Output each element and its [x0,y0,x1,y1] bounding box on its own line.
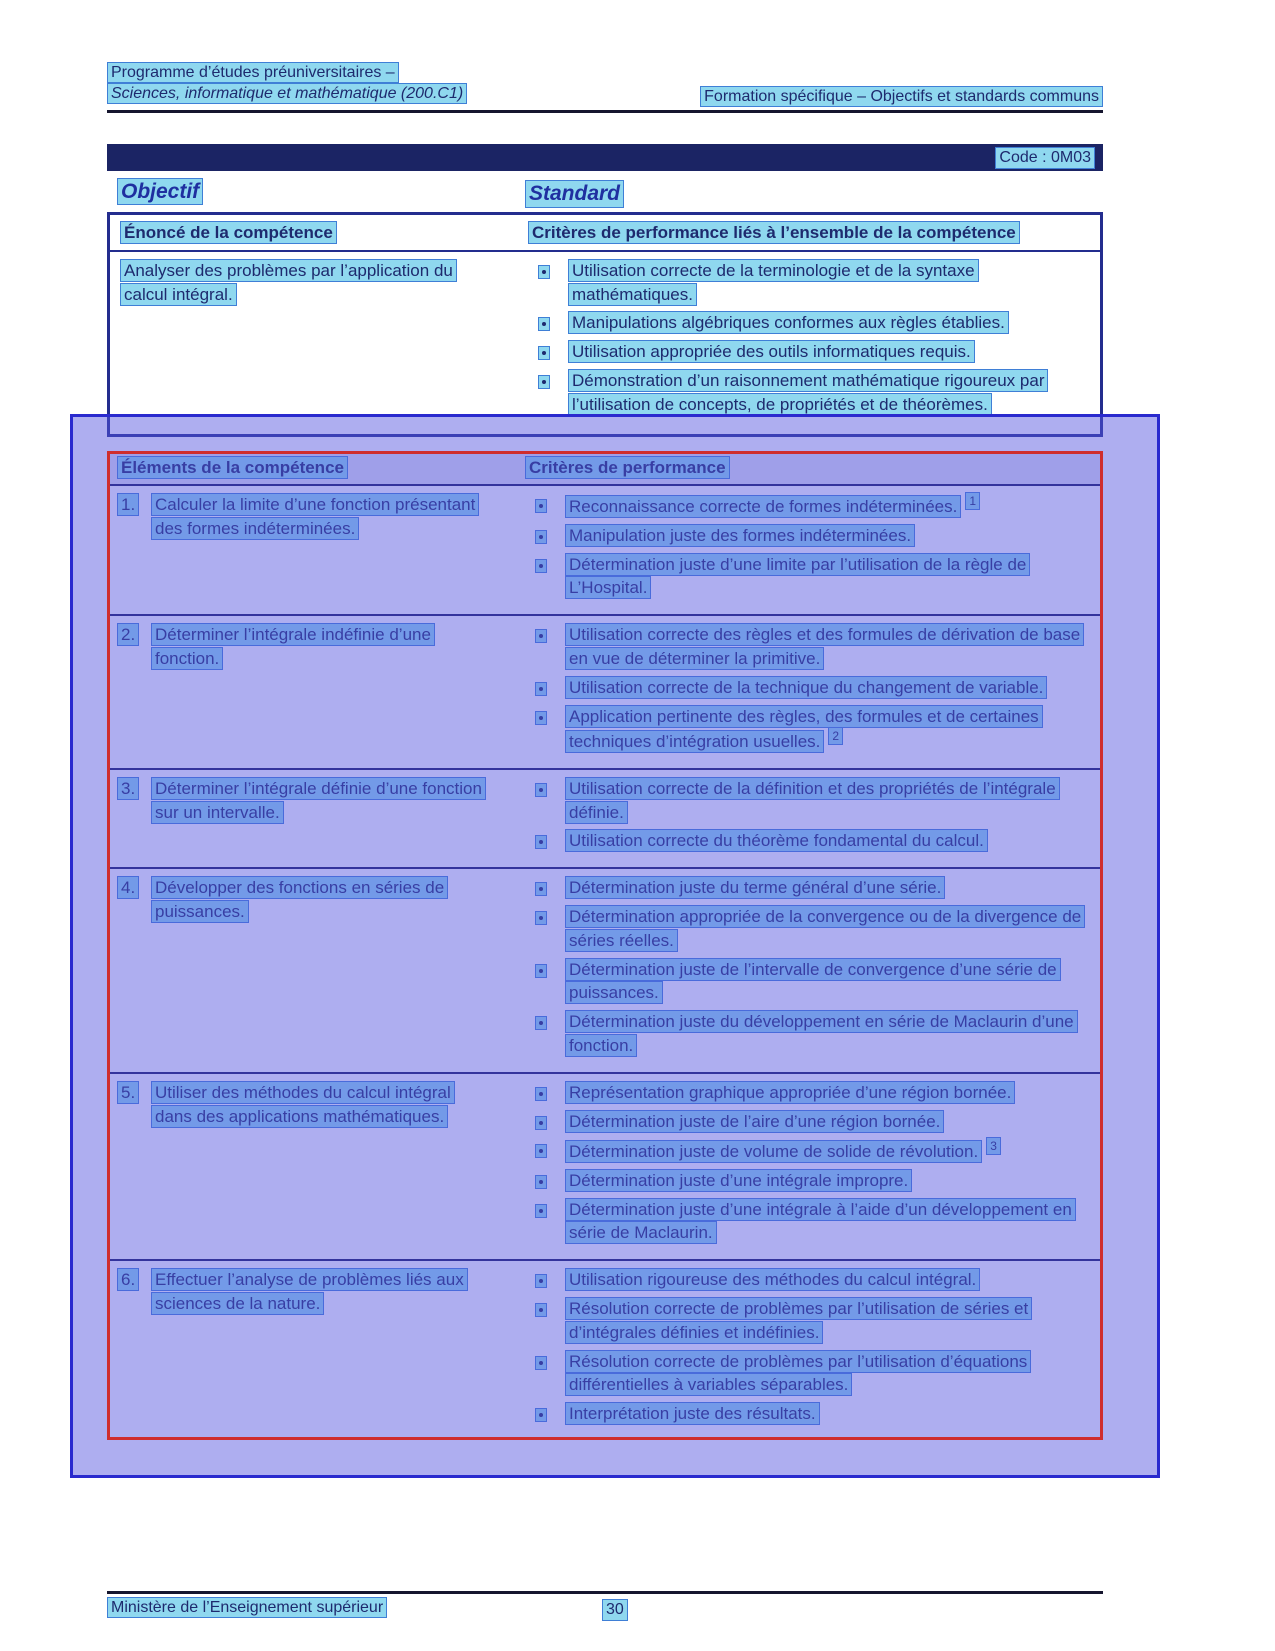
code-label: Code : 0M03 [995,147,1095,169]
table-row [107,768,1103,867]
criterion-item [525,623,1095,671]
criterion-text: Application pertinente des règles, des formules et de certaines techniques d’intégration usuelles. [565,705,1043,753]
criterion-text: Détermination juste d’une intégrale à l’aide d’un développement en série de Maclaurin. [565,1198,1076,1245]
element-number: 5. [117,1081,139,1104]
page-header [107,0,1103,106]
header-program-line2: Sciences, informatique et mathématique (200.C1) [107,83,467,104]
criterion-item [528,259,1092,307]
header-left-block [107,64,467,106]
element-number: 2. [117,623,139,646]
element-text: Calculer la limite d’une fonction présentant des formes indéterminées. [151,493,479,540]
footer-ministry: Ministère de l’Enseignement supérieur [107,1597,387,1618]
table-row [107,1072,1103,1259]
criterion-item [525,1081,1095,1105]
element-cell [107,876,525,1063]
bullet-icon [535,1356,547,1370]
bullet-icon [535,783,547,797]
criterion-text: Détermination appropriée de la convergence ou de la divergence de séries réelles. [565,905,1085,952]
criteria-cell [525,1268,1103,1431]
bullet-icon [535,1274,547,1288]
criterion-text: Utilisation correcte de la technique du changement de variable. [565,676,1047,699]
bullet-icon [535,1303,547,1317]
competence-table-body [110,252,1100,434]
criterion-text: Démonstration d’un raisonnement mathématique rigoureux par l’utilisation de concepts, de propriétés et de théorèmes. [568,369,1048,416]
criterion-text: Détermination juste d’une limite par l’utilisation de la règle de L’Hospital. [565,553,1030,600]
page-number: 30 [602,1599,628,1621]
criterion-item [528,340,1092,364]
criterion-text: Résolution correcte de problèmes par l’utilisation de séries et d’intégrales définies et indéfinies. [565,1297,1032,1344]
bullet-icon [535,1204,547,1218]
criterion-item [525,958,1095,1006]
code-banner [107,144,1103,171]
section-headings [107,180,1103,210]
criterion-text: Résolution correcte de problèmes par l’utilisation d’équations différentielles à variables séparables. [565,1350,1031,1397]
footer-rule [107,1591,1103,1594]
criterion-text: Utilisation correcte des règles et des formules de dérivation de base en vue de déterminer la primitive. [565,623,1084,670]
competence-statement: Analyser des problèmes par l’application du calcul intégral. [120,259,457,306]
criterion-item [525,876,1095,900]
criterion-text: Détermination juste du développement en série de Maclaurin d’une fonction. [565,1010,1078,1057]
criterion-item [525,1268,1095,1292]
bullet-icon [538,375,550,389]
header-rule [107,110,1103,113]
criterion-text: Utilisation rigoureuse des méthodes du calcul intégral. [565,1268,980,1291]
criterion-text: Utilisation appropriée des outils informatiques requis. [568,340,975,363]
page-content [107,0,1103,1440]
criterion-item [525,905,1095,953]
bullet-icon [538,265,550,279]
criterion-text: Utilisation correcte de la définition et des propriétés de l’intégrale définie. [565,777,1060,824]
elements-header-right: Critères de performance [525,456,730,479]
footnote-marker: 2 [828,727,843,745]
criterion-item [525,777,1095,825]
criterion-item [525,829,1095,853]
element-number: 3. [117,777,139,800]
bullet-icon [538,346,550,360]
bullet-icon [535,1175,547,1189]
element-cell [107,623,525,759]
bullet-icon [535,1116,547,1130]
competence-table [107,212,1103,437]
criterion-text: Utilisation correcte du théorème fondamental du calcul. [565,829,988,852]
table-row [107,867,1103,1072]
header-program-line1: Programme d’études préuniversitaires – [107,62,399,83]
element-text: Développer des fonctions en séries de puissances. [151,876,448,923]
criterion-text: Détermination juste du terme général d’une série. [565,876,945,899]
table-row [107,1259,1103,1440]
elements-header-left: Éléments de la compétence [117,456,348,479]
bullet-icon [535,911,547,925]
element-text: Déterminer l’intégrale indéfinie d’une fonction. [151,623,435,670]
criterion-item [525,524,1095,548]
criterion-item [525,493,1095,518]
header-section-label: Formation spécifique – Objectifs et standards communs [700,86,1103,107]
element-cell [107,777,525,858]
criterion-text: Détermination juste de l’intervalle de convergence d’une série de puissances. [565,958,1061,1005]
element-number: 6. [117,1268,139,1291]
criterion-text: Reconnaissance correcte de formes indéterminées. [565,495,961,518]
bullet-icon [535,1144,547,1158]
bullet-icon [535,835,547,849]
competence-table-header [110,215,1100,252]
bullet-icon [535,964,547,978]
element-cell [107,493,525,605]
table-row [107,486,1103,614]
element-text: Utiliser des méthodes du calcul intégral dans des applications mathématiques. [151,1081,455,1128]
criterion-item [525,1198,1095,1246]
criterion-item [525,1010,1095,1058]
criteria-cell [525,493,1103,605]
footnote-marker: 1 [965,492,980,510]
criteria-cell [525,777,1103,858]
criterion-item [525,705,1095,754]
objectif-heading: Objectif [117,178,203,205]
bullet-icon [535,629,547,643]
elements-table [107,451,1103,1440]
footnote-marker: 3 [986,1137,1001,1155]
standard-heading: Standard [525,180,624,208]
element-cell [107,1268,525,1431]
table-row [107,614,1103,768]
criterion-text: Manipulations algébriques conformes aux règles établies. [568,311,1009,334]
element-cell [107,1081,525,1250]
criterion-text: Interprétation juste des résultats. [565,1402,820,1425]
bullet-icon [535,882,547,896]
bullet-icon [535,1016,547,1030]
criterion-text: Représentation graphique appropriée d’une région bornée. [565,1081,1015,1104]
element-number: 4. [117,876,139,899]
criterion-item [525,1297,1095,1345]
bullet-icon [535,711,547,725]
bullet-icon [535,559,547,573]
criterion-item [525,1110,1095,1134]
criterion-item [525,1402,1095,1426]
bullet-icon [538,317,550,331]
elements-table-wrap [107,451,1103,1440]
criteria-cell [525,1081,1103,1250]
competence-statement-cell [110,259,528,422]
competence-criteria-cell [528,259,1100,422]
criterion-item [525,1138,1095,1163]
header-right-block [700,88,1103,106]
bullet-icon [535,1408,547,1422]
criterion-text: Utilisation correcte de la terminologie et de la syntaxe mathématiques. [568,259,979,306]
element-text: Déterminer l’intégrale définie d’une fonction sur un intervalle. [151,777,486,824]
criterion-item [525,1169,1095,1193]
criteria-cell [525,623,1103,759]
criterion-text: Détermination juste de l’aire d’une région bornée. [565,1110,944,1133]
criteria-cell [525,876,1103,1063]
bullet-icon [535,682,547,696]
criterion-item [528,369,1092,417]
page-footer [107,1591,1103,1617]
criterion-text: Détermination juste de volume de solide de révolution. [565,1140,982,1163]
element-text: Effectuer l’analyse de problèmes liés aux sciences de la nature. [151,1268,468,1315]
bullet-icon [535,530,547,544]
element-number: 1. [117,493,139,516]
elements-table-header [107,451,1103,487]
criterion-item [525,1350,1095,1398]
bullet-icon [535,1087,547,1101]
criterion-text: Détermination juste d’une intégrale impropre. [565,1169,912,1192]
criterion-item [525,553,1095,601]
competence-header-left: Énoncé de la compétence [120,221,337,244]
criterion-item [528,311,1092,335]
competence-header-right: Critères de performance liés à l’ensemble de la compétence [528,221,1020,244]
criterion-text: Manipulation juste des formes indéterminées. [565,524,915,547]
bullet-icon [535,499,547,513]
criterion-item [525,676,1095,700]
